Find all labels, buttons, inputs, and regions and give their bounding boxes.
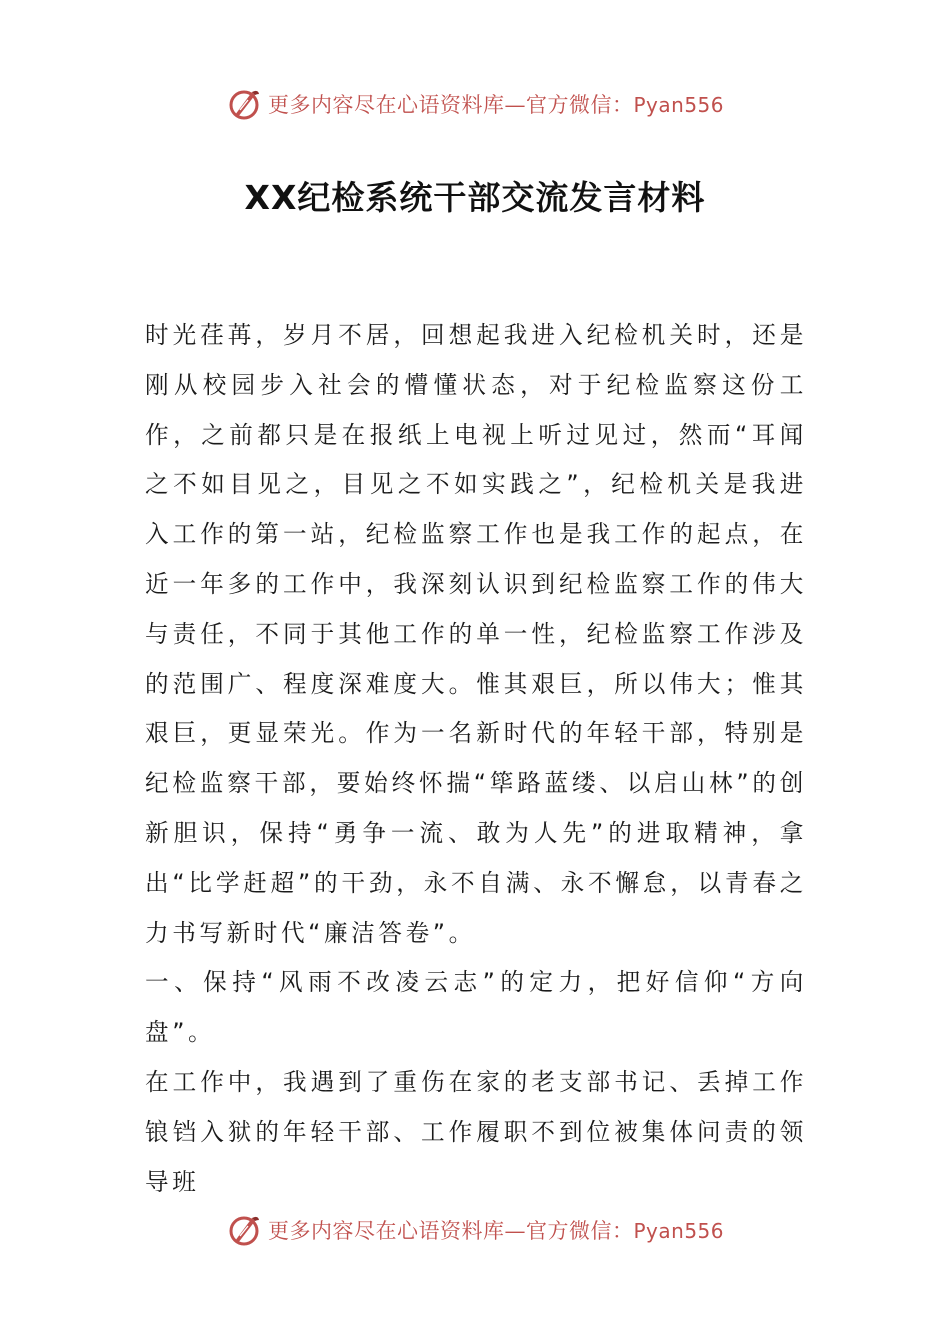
paragraph-section-1: 在工作中，我遇到了重伤在家的老支部书记、丢掉工作锒铛入狱的年轻干部、工作履职不到位被集体问责的领导班 <box>145 1067 807 1196</box>
section-heading-1: 一、保持“风雨不改凌云志”的定力，把好信仰“方向盘”。 <box>145 968 807 1047</box>
document-title: XX纪检系统干部交流发言材料 <box>244 178 706 217</box>
banner-text: 更多内容尽在心语资料库—官方微信：Pyan556 <box>267 93 724 117</box>
quill-pen-logo-icon <box>226 1212 262 1248</box>
wechat-id: Pyan556 <box>633 93 724 117</box>
document-body <box>145 311 807 1207</box>
header-banner <box>0 82 950 126</box>
paragraph-intro: 时光荏苒，岁月不居，回想起我进入纪检机关时，还是刚从校园步入社会的懵懂状态，对于纪检监察这份工作，之前都只是在报纸上电视上听过见过，然而“耳闻之不如目见之，目见之不如实践之”，纪检机关是我进入工作的第一站，纪检监察工作也是我工作的起点，在近一年多的工作中，我深刻认识到纪检监察工作的伟大与责任，不同于其他工作的单一性，纪检监察工作涉及的范围广、程度深难度大。惟其艰巨，所以伟大；惟其艰巨，更显荣光。作为一名新时代的年轻干部，特别是纪检监察干部，要始终怀揣“筚路蓝缕、以启山林”的创新胆识，保持“勇争一流、敢为人先”的进取精神，拿出“比学赶超”的干劲，永不自满、永不懈怠，以青春之力书写新时代“廉洁答卷”。 <box>145 321 807 947</box>
footer-banner <box>0 1208 950 1252</box>
banner-text: 更多内容尽在心语资料库—官方微信：Pyan556 <box>267 1219 724 1243</box>
wechat-id: Pyan556 <box>633 1219 724 1243</box>
quill-pen-logo-icon <box>226 86 262 122</box>
